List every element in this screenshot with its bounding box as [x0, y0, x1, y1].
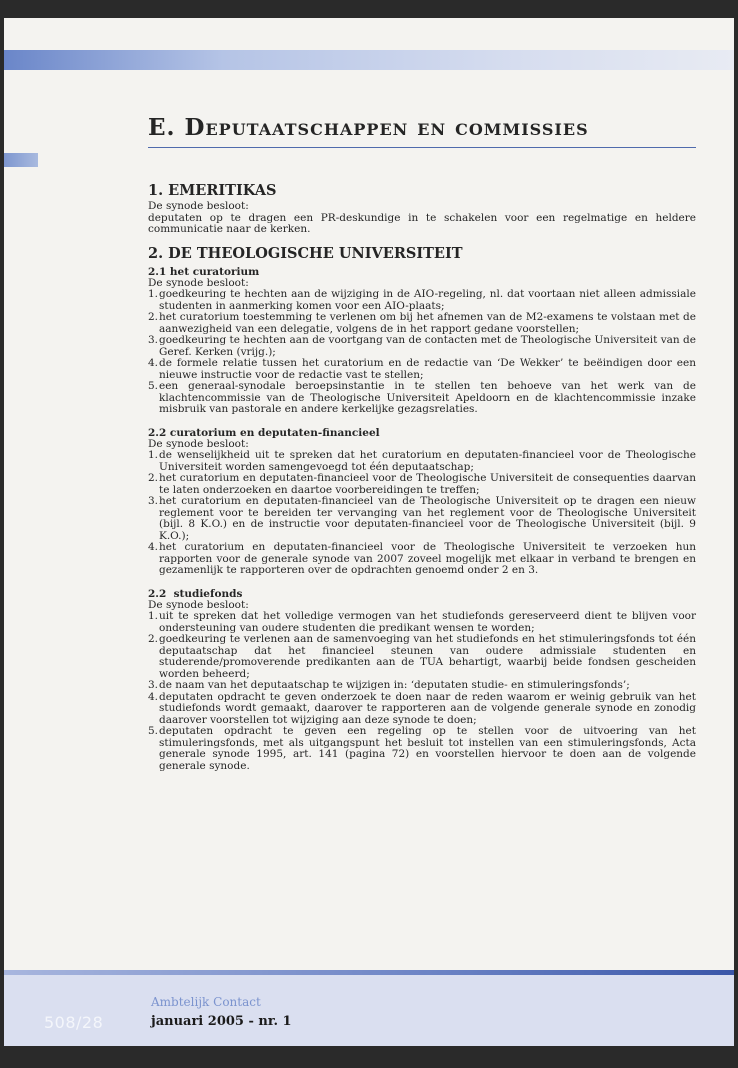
- chapter-title: E. Deputaatschappen en commissies: [148, 114, 696, 148]
- subsection-curatorium: [148, 266, 696, 416]
- subsection-title: 2.1 het curatorium: [148, 265, 260, 278]
- list-item: 5. een generaal-synodale beroepsinstantie in te stellen ten behoeve van het werk van de klachtencommissie van de Theologische Universiteit Apeldoorn en de klachtencommissie inzake misbruik van pastorale en andere kerkelijke gezagsrelaties.: [148, 380, 696, 415]
- section-text: deputaten op te dragen een PR-deskundige in te schakelen voor een regelmatige en heldere communicatie naar de kerken.: [148, 211, 696, 235]
- list-item: 4. het curatorium en deputaten-financieel voor de Theologische Universiteit te verzoeken hun rapporten voor de generale synode van 2007 zoveel mogelijk met elkaar in verband te brengen en gezamenlijk te rapporteren over de opdrachten genoemd onder 2 en 3.: [148, 541, 696, 576]
- subsection-intro: De synode besloot:: [148, 276, 249, 289]
- list-item: 3. de naam van het deputaatschap te wijzigen in: ‘deputaten studie- en stimuleringsfonds’;: [148, 679, 630, 691]
- decision-list: [148, 289, 696, 416]
- subsection-title: 2.2 studiefonds: [148, 587, 243, 600]
- left-margin-tab: [4, 153, 38, 167]
- page-content: [148, 114, 696, 772]
- section-emeritikas: [148, 182, 696, 236]
- list-item: 1. goedkeuring te hechten aan de wijziging in de AIO-regeling, nl. dat voortaan niet alleen admissiale studenten in aanmerking komen voor een AIO-plaats;: [148, 288, 696, 312]
- subsection-title: 2.2 curatorium en deputaten-financieel: [148, 426, 380, 439]
- subsection-intro: De synode besloot:: [148, 598, 249, 611]
- section-intro: De synode besloot:: [148, 200, 249, 212]
- publication-name: Ambtelijk Contact: [151, 995, 261, 1009]
- header-color-band: [4, 50, 734, 70]
- list-item: 1. uit te spreken dat het volledige vermogen van het studiefonds gereserveerd dient te blijven voor ondersteuning van oudere studenten die predikant wensen te worden;: [148, 610, 696, 634]
- list-item: 2. het curatorium en deputaten-financieel voor de Theologische Universiteit de consequenties daarvan te laten onderzoeken en daartoe voorbereidingen te treffen;: [148, 472, 696, 496]
- list-item: 2. goedkeuring te verlenen aan de samenvoeging van het studiefonds en het stimuleringsfonds tot één deputaatschap dat het financieel steunen van oudere admissiale studenten en studerende/promoverende predikanten aan de TUA behartigt, waarbij beide fondsen gescheiden worden beheerd;: [148, 633, 696, 680]
- list-item: 1. de wenselijkheid uit te spreken dat het curatorium en deputaten-financieel voor de Theologische Universiteit worden samengevoegd tot één deputaatschap;: [148, 449, 696, 473]
- issue-date: januari 2005 - nr. 1: [151, 1014, 292, 1029]
- list-item: 3. goedkeuring te hechten aan de voortgang van de contacten met de Theologische Universiteit van de Geref. Kerken (vrijg.);: [148, 334, 696, 358]
- subsection-studiefonds: [148, 588, 696, 773]
- section-theologische-universiteit: [148, 245, 696, 773]
- subsection-curatorium-financieel: [148, 427, 696, 577]
- section-title: 2. DE THEOLOGISCHE UNIVERSITEIT: [148, 244, 463, 262]
- section-title: 1. EMERITIKAS: [148, 182, 277, 199]
- subsection-intro: De synode besloot:: [148, 437, 249, 450]
- decision-list: [148, 450, 696, 577]
- list-item: 4. de formele relatie tussen het curatorium en de redactie van ‘De Wekker’ te beëindigen door een nieuwe instructie voor de redactie vast te stellen;: [148, 357, 696, 381]
- list-item: 5. deputaten opdracht te geven een regeling op te stellen voor de uitvoering van het stimuleringsfonds, met als uitgangspunt het besluit tot instellen van een stimuleringsfonds, Acta generale synode 1995, art. 141 (pagina 72) en voorstellen hiervoor te doen aan de volgende generale synode.: [148, 725, 696, 772]
- footer-band: [4, 975, 734, 1046]
- document-page: [4, 18, 734, 1046]
- decision-list: [148, 611, 696, 772]
- list-item: 3. het curatorium en deputaten-financieel van de Theologische Universiteit op te dragen een nieuw reglement voor te bereiden ter vervanging van het reglement voor de Theologische Universiteit (bijl. 8 K.O.) en de instructie voor deputaten-financieel voor de Theologische Universiteit (bijl. 9 K.O.);: [148, 495, 696, 542]
- page-number: 508/28: [44, 1013, 104, 1032]
- list-item: 2. het curatorium toestemming te verlenen om bij het afnemen van de M2-examens te volstaan met de aanwezigheid van een delegatie, volgens de in het rapport gedane voorstellen;: [148, 311, 696, 335]
- list-item: 4. deputaten opdracht te geven onderzoek te doen naar de reden waarom er weinig gebruik van het studiefonds wordt gemaakt, daarover te rapporteren aan de volgende generale synode en zonodig daarover voorstellen tot wijziging aan deze synode te doen;: [148, 690, 696, 726]
